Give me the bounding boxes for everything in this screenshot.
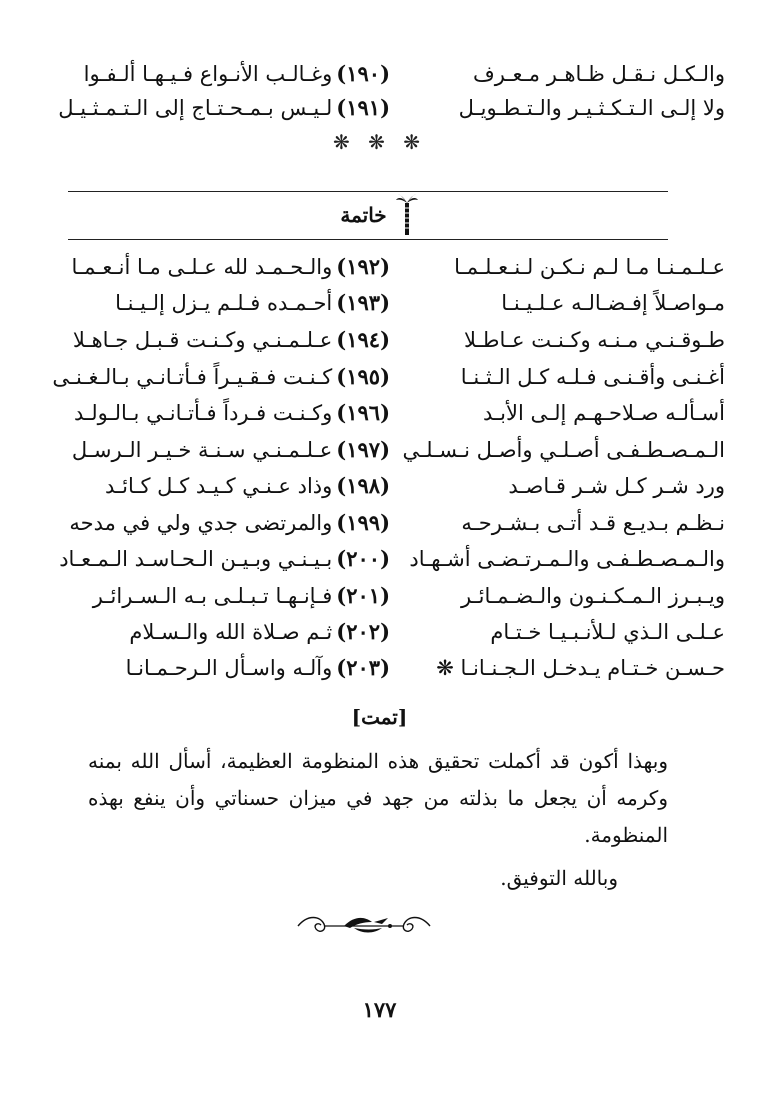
verse-row — [60, 650, 725, 686]
section-separator-stars: ❋ ❋ ❋ — [333, 130, 426, 154]
verse-row — [60, 468, 725, 504]
verse-number: (١٩٥) — [336, 364, 390, 389]
second-hemistich: ولا إلـى الـتـكـثـيـر والـتـطـويـل — [458, 96, 725, 120]
first-hemistich — [52, 359, 390, 395]
verse-number: (١٩٣) — [336, 290, 390, 315]
hemistich-text: ثـم صـلاة الله والـسـلام — [129, 620, 333, 644]
heading-top-rule — [68, 191, 668, 192]
verse-number: (١٩٦) — [336, 400, 390, 425]
verse-row — [60, 578, 725, 614]
first-hemistich — [60, 650, 390, 686]
second-hemistich: عـلـى الـذي لـلأنـبـيـا خـتـام — [490, 620, 725, 644]
heading-bottom-rule — [68, 239, 668, 240]
verse-row — [60, 432, 725, 468]
hemistich-text: والمرتضى جدي ولي في مدحه — [69, 511, 333, 535]
page-number: ١٧٧ — [362, 997, 397, 1022]
verse-number: (١٩٢) — [336, 254, 390, 279]
second-hemistich: عـلـمـنـا مـا لـم نـكـن لـنـعـلـمـا — [454, 255, 725, 279]
verse-number: (١٩٩) — [336, 510, 390, 535]
second-hemistich: والـكـل نـقـل ظـاهـر مـعـرف — [473, 62, 725, 86]
verse-row — [60, 395, 725, 431]
verse-number: (٢٠٣) — [336, 655, 390, 680]
first-hemistich — [60, 614, 390, 650]
second-hemistich: أغـنـى وأقـنـى فـلـه كـل الـثـنـا — [460, 365, 725, 389]
hemistich-text: فـإنـهـا تـبـلـى بـه الـسـرائـر — [92, 584, 333, 608]
verse-number: (١٩٤) — [336, 327, 390, 352]
second-hemistich: حـسـن خـتـام يـدخـل الـجـنـانـا ❋ — [436, 656, 725, 680]
first-hemistich — [60, 505, 390, 541]
hemistich-text: وآلـه واسـأل الـرحـمـانـا — [125, 656, 333, 680]
verse-number: (٢٠٠) — [336, 546, 390, 571]
verse-row — [60, 56, 725, 92]
first-hemistich — [60, 468, 390, 504]
hemistich-text: وذاد عـنـي كـيـد كـل كـائـد — [104, 474, 333, 498]
hemistich-text: كـنـت فـقـيـراً فـأتـانـي بـالـغـنـى — [52, 365, 333, 389]
first-hemistich — [60, 90, 390, 126]
hemistich-text: والـحـمـد لله عـلـى مـا أنـعـمـا — [71, 255, 333, 279]
second-hemistich: ويـبـرز الـمـكـنـون والـضـمـائـر — [460, 584, 725, 608]
first-hemistich — [60, 395, 390, 431]
flourish-ornament-icon — [294, 910, 434, 940]
heading-title: خاتمة — [340, 203, 387, 227]
verse-row — [60, 541, 725, 577]
verse-row — [60, 505, 725, 541]
first-hemistich — [60, 432, 390, 468]
verse-number: (٢٠١) — [336, 583, 390, 608]
first-hemistich — [60, 249, 390, 285]
second-hemistich: نـظـم بـديـع قـد أتـى بـشـرحـه — [461, 511, 725, 535]
verse-row — [60, 90, 725, 126]
end-marker: [تمت] — [351, 705, 408, 729]
verse-row — [60, 285, 725, 321]
first-hemistich — [60, 285, 390, 321]
second-hemistich: والـمـصـطـفـى والـمـرتـضـى أشـهـاد — [409, 547, 725, 571]
verse-number: (٢٠٢) — [336, 619, 390, 644]
hemistich-text: لـيـس بـمـحـتـاج إلى الـتـمـثـيـل — [58, 96, 333, 120]
hemistich-text: عـلـمـنـي سـنـة خـيـر الـرسـل — [71, 438, 333, 462]
verse-row — [60, 249, 725, 285]
hemistich-text: وكـنـت فـرداً فـأتـانـي بـالـولـد — [74, 401, 333, 425]
palm-tree-icon — [395, 193, 419, 237]
verse-number: (١٩٠) — [336, 61, 390, 86]
closing-paragraph: وبهذا أكون قد أكملت تحقيق هذه المنظومة العظيمة، أسأل الله بمنه وكرمه أن يجعل ما بذلته من جهد في ميزان حسناتي وأن ينفع بهذه المنظومة. — [88, 749, 668, 847]
section-heading — [0, 195, 759, 235]
second-hemistich: ورد شـر كـل شـر قـاصـد — [508, 474, 725, 498]
first-hemistich — [60, 322, 390, 358]
verse-number: (١٩٨) — [336, 473, 390, 498]
verse-row — [60, 614, 725, 650]
verse-number: (١٩١) — [336, 95, 390, 120]
first-hemistich — [60, 56, 390, 92]
second-hemistich: الـمـصـطـفـى أصـلـي وأصـل نـسـلـي — [402, 438, 725, 462]
closing-phrase: وبالله التوفيق. — [500, 866, 618, 890]
second-hemistich: مـواصـلاً إفـضـالـه عـلـيـنـا — [501, 291, 725, 315]
first-hemistich — [60, 578, 390, 614]
hemistich-text: أحـمـده فـلـم يـزل إلـيـنـا — [115, 291, 333, 315]
hemistich-text: بـيـنـي وبـيـن الـحـاسـد الـمـعـاد — [59, 547, 333, 571]
hemistich-text: عـلـمـنـي وكـنـت قـبـل جـاهـلا — [72, 328, 333, 352]
verse-row — [52, 359, 725, 395]
first-hemistich — [60, 541, 390, 577]
second-hemistich: طـوقـنـي مـنـه وكـنـت عـاطـلا — [464, 328, 725, 352]
second-hemistich: أسـألـه صـلاحـهـم إلـى الأبـد — [483, 401, 725, 425]
verse-row — [60, 322, 725, 358]
verse-number: (١٩٧) — [336, 437, 390, 462]
hemistich-text: وغـالـب الأنـواع فـيـهـا ألـفـوا — [83, 62, 333, 86]
